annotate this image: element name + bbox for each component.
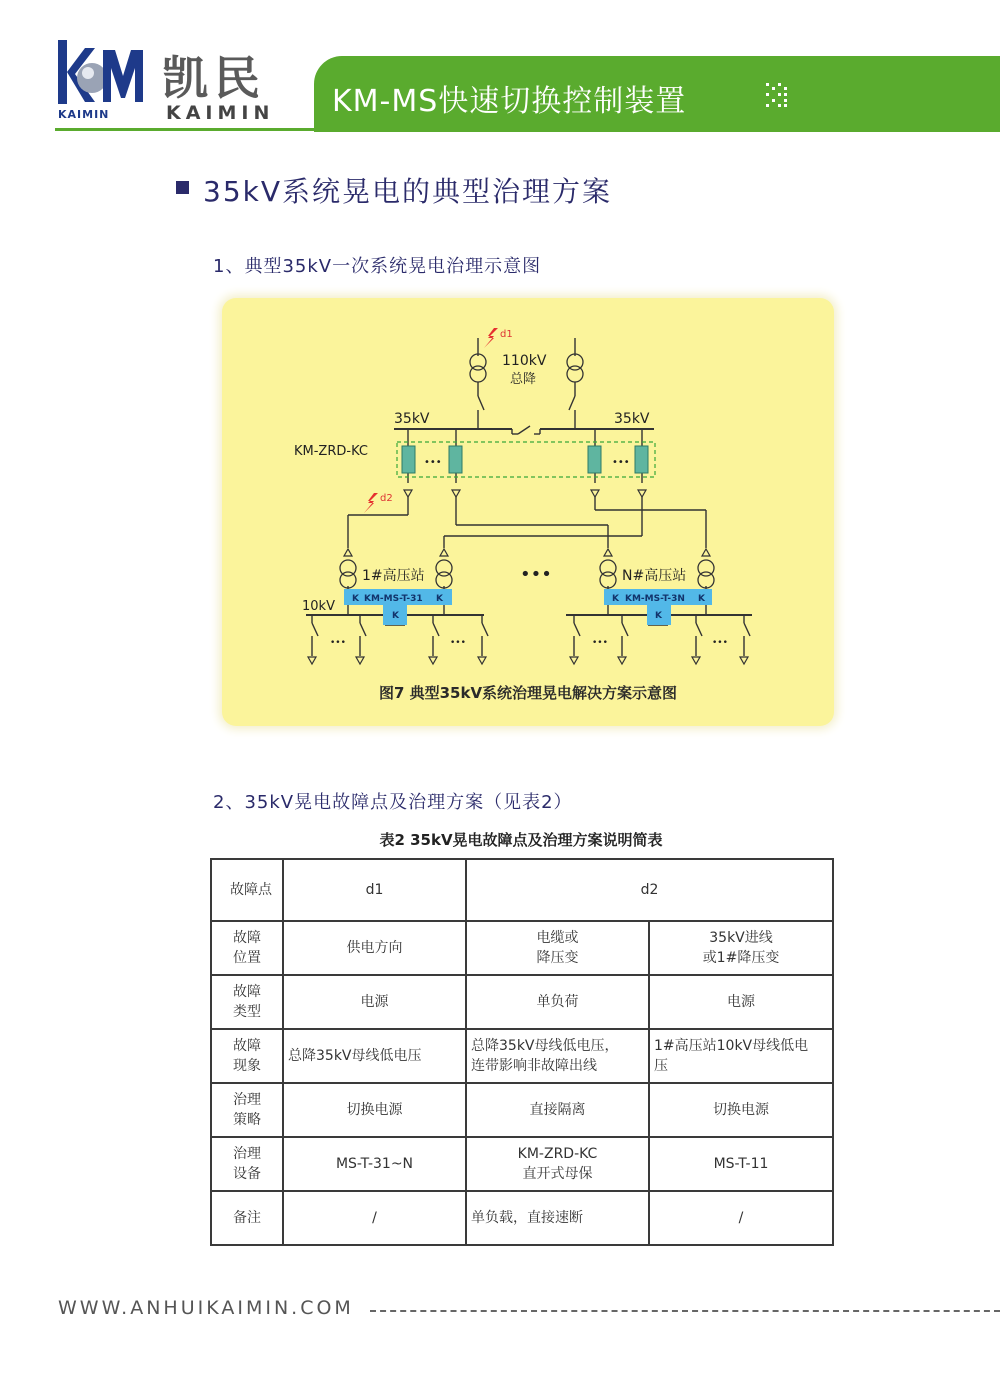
brand-name-cn: 凯民 [162, 51, 266, 105]
label-zrd-device: KM-ZRD-KC [294, 444, 368, 459]
table-cell-label: 治理 设备 [211, 1137, 283, 1191]
label-device-3n: KM-MS-T-3N [625, 594, 685, 604]
table-header-row [211, 859, 833, 921]
table-cell: 电缆或 降压变 [466, 921, 649, 975]
table-row [211, 1083, 833, 1137]
table-cell: / [283, 1191, 466, 1245]
footer-divider [370, 1310, 1000, 1312]
table-cell: 35kV进线 或1#降压变 [649, 921, 833, 975]
dots-grid-icon [764, 80, 794, 110]
table-cell: 1#高压站10kV母线低电 压 [649, 1029, 833, 1083]
table-row [211, 921, 833, 975]
label-d2: d2 [380, 493, 393, 504]
table-cell: / [649, 1191, 833, 1245]
subsection-title-1: 1、典型35kV一次系统晃电治理示意图 [213, 256, 542, 277]
table-header-cell: d1 [283, 859, 466, 921]
table-cell: 切换电源 [649, 1083, 833, 1137]
table-cell: 电源 [283, 975, 466, 1029]
label-k: K [436, 594, 443, 604]
ellipsis-feeders: ••• [592, 638, 608, 648]
label-device-31: KM-MS-T-31 [364, 594, 423, 604]
table-cell: 供电方向 [283, 921, 466, 975]
table-caption: 表2 35kV晃电故障点及治理方案说明简表 [379, 831, 663, 849]
table-cell: 单负载，直接速断 [466, 1191, 649, 1245]
ellipsis-feeders: ••• [330, 638, 346, 648]
header-title: KM-MS快速切换控制装置 [332, 84, 687, 119]
header-underline [55, 128, 315, 131]
footer-website-link[interactable]: WWW.ANHUIKAIMIN.COM [58, 1297, 354, 1319]
single-line-diagram [222, 298, 834, 726]
ellipsis-ct-left: ••• [424, 457, 442, 468]
brand-name-en: KAIMIN [166, 102, 275, 124]
label-35kv-left: 35kV [394, 411, 430, 427]
section-bullet-icon [176, 181, 189, 194]
subsection-title-2: 2、35kV晃电故障点及治理方案（见表2） [213, 792, 573, 813]
table-cell: 总降35kV母线低电压 [283, 1029, 466, 1083]
table-cell-label: 故障 类型 [211, 975, 283, 1029]
label-d1: d1 [500, 329, 513, 340]
ellipsis-feeders: ••• [712, 638, 728, 648]
label-main-substation: 总降 [510, 372, 537, 387]
label-k: K [612, 594, 619, 604]
table-cell: KM-ZRD-KC 直开式母保 [466, 1137, 649, 1191]
label-10kv: 10kV [302, 599, 335, 614]
table-cell: MS-T-11 [649, 1137, 833, 1191]
section-title: 35kV系统晃电的典型治理方案 [203, 175, 612, 208]
label-k: K [698, 594, 705, 604]
table-cell-label: 故障 位置 [211, 921, 283, 975]
table-header-cell: d2 [466, 859, 833, 921]
table-cell: 总降35kV母线低电压， 连带影响非故障出线 [466, 1029, 649, 1083]
label-k: K [352, 594, 359, 604]
fault-table [210, 858, 834, 1246]
ellipsis-stations: ••• [520, 564, 552, 585]
label-35kv-right: 35kV [614, 411, 650, 427]
table-cell: MS-T-31~N [283, 1137, 466, 1191]
ellipsis-feeders: ••• [450, 638, 466, 648]
table-cell: 直接隔离 [466, 1083, 649, 1137]
table-header-cell: 故障点 [211, 859, 283, 921]
table-row [211, 1137, 833, 1191]
table-row [211, 975, 833, 1029]
label-k: K [392, 611, 399, 621]
ellipsis-ct-right: ••• [612, 457, 630, 468]
table-cell: 切换电源 [283, 1083, 466, 1137]
label-station-n: N#高压站 [622, 568, 687, 584]
table-cell: 电源 [649, 975, 833, 1029]
lightning-icon [364, 493, 378, 513]
table-cell-label: 治理 策略 [211, 1083, 283, 1137]
table-row [211, 1191, 833, 1245]
table-cell-label: 故障 现象 [211, 1029, 283, 1083]
label-k: K [655, 611, 662, 621]
table-cell: 单负荷 [466, 975, 649, 1029]
table-row [211, 1029, 833, 1083]
lightning-icon [484, 328, 498, 348]
figure-caption: 图7 典型35kV系统治理晃电解决方案示意图 [378, 684, 678, 702]
logo-text-en: KAIMIN [58, 108, 110, 121]
label-110kv: 110kV [502, 353, 547, 369]
table-cell-label: 备注 [211, 1191, 283, 1245]
label-station-1: 1#高压站 [362, 568, 425, 584]
